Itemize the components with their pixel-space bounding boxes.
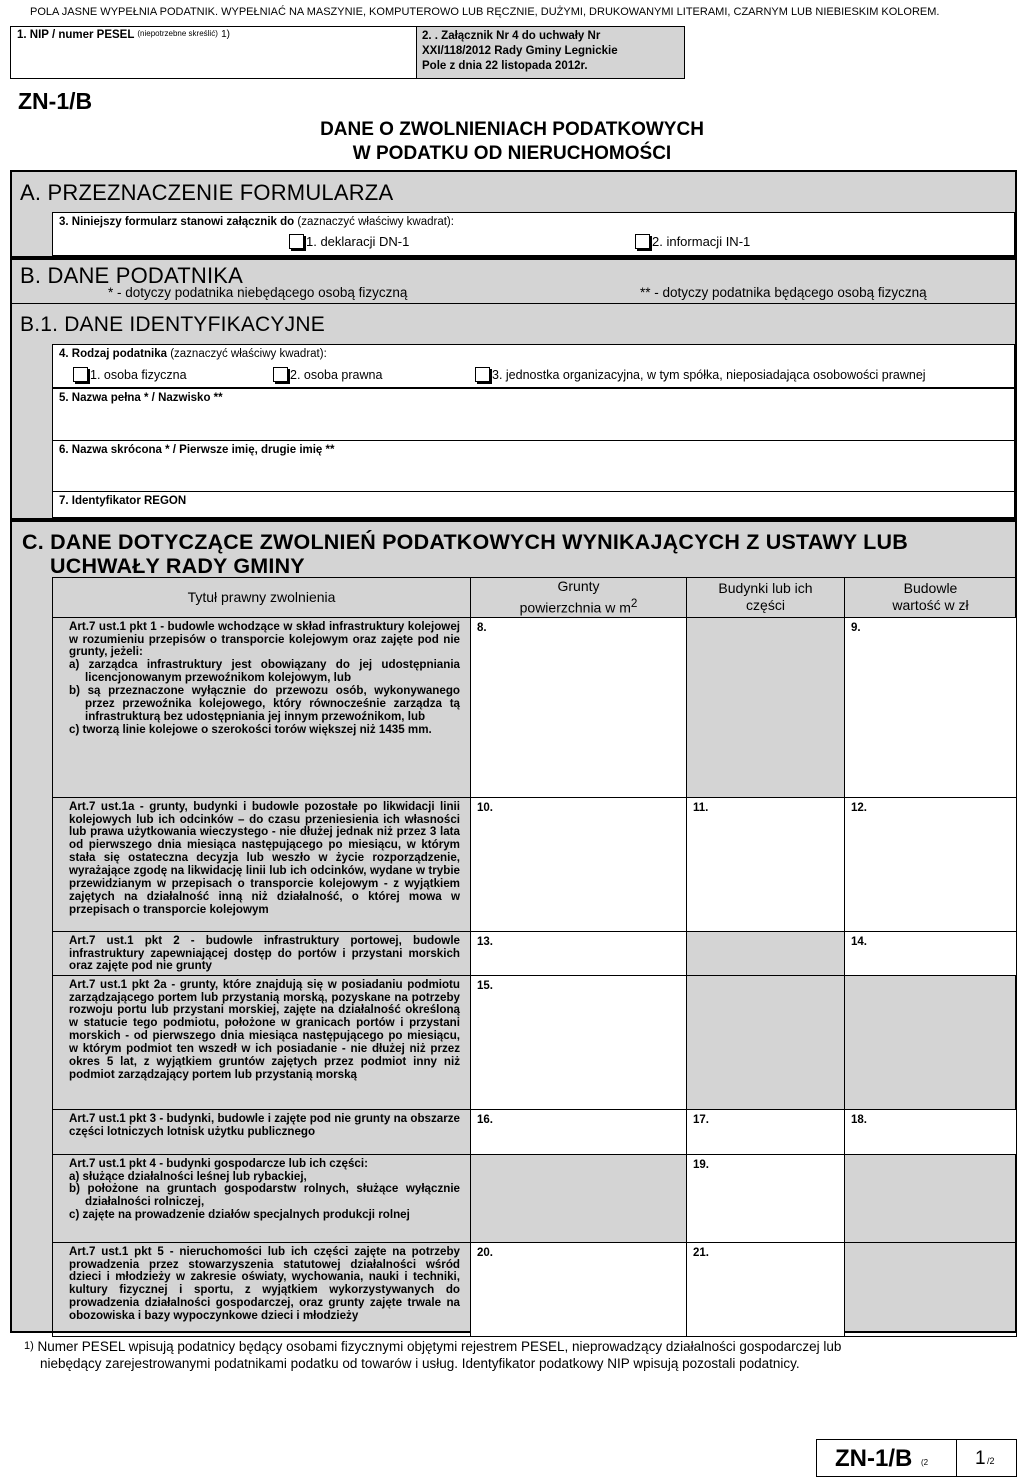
option-dn1[interactable] (289, 234, 409, 249)
field-3 (52, 212, 1015, 256)
disabled-cell-budynki (687, 931, 845, 975)
legal-title-cell (53, 1242, 471, 1336)
field-number: 8. (477, 621, 487, 634)
section-b-note-left: * - dotyczy podatnika niebędącego osobą fizyczną (108, 285, 408, 300)
input-cell-budynki[interactable] (687, 797, 845, 931)
field-number: 9. (851, 621, 861, 634)
table-row (53, 797, 1017, 931)
col-header-grunty-sup: 2 (630, 597, 638, 610)
nip-pesel-field[interactable] (10, 26, 417, 79)
field-3-note: (zaznaczyć właściwy kwadrat): (297, 216, 454, 228)
document-title-line-2: W PODATKU OD NIERUCHOMOŚCI (352, 143, 672, 164)
input-cell-budowle[interactable] (845, 797, 1017, 931)
legal-text: Art.7 ust.1 pkt 2a - grunty, które znajdują się w posiadaniu podmiotu zarządzającego portem lub przystanią morską, pozyskane na potrzeby rozwoju portu lub przystani morskiej, zajęte na działalność określoną w statucie tego podmiotu, położone w granicach portów i przystani morskich - od pierwszego dnia miesiąca następującego po miesiącu, w którym podmiot ten wszedł w ich posiadanie - nie dłużej niż przez okres 5 lat, z wyjątkiem gruntów zajętych przez podmiot inny niż podmiot zarządzający portem lub przystanią morską (69, 977, 460, 1081)
col-header-budynki-line-2: części (746, 597, 785, 614)
field-number: 15. (477, 979, 493, 992)
option-osoba-fizyczna[interactable] (73, 367, 187, 382)
option-osoba-prawna-label: 2. osoba prawna (290, 368, 383, 382)
input-cell-budowle[interactable] (845, 931, 1017, 975)
option-jednostka[interactable] (475, 367, 926, 382)
field-4 (52, 344, 1015, 388)
legal-title-cell (53, 797, 471, 931)
input-cell-budynki[interactable] (687, 1154, 845, 1242)
legal-text: Art.7 ust.1 pkt 4 - budynki gospodarcze lub ich części: (69, 1156, 368, 1170)
table-row (53, 617, 1017, 797)
footer-page-box (956, 1439, 1017, 1477)
field-number: 17. (693, 1113, 709, 1126)
col-header-budowle (845, 578, 1017, 618)
field-6-label: 6. Nazwa skrócona * / Pierwsze imię, drugie imię ** (59, 444, 335, 456)
input-cell-grunty[interactable] (471, 797, 687, 931)
checkbox-osoba-prawna[interactable] (273, 367, 288, 382)
footer-version: (2 (921, 1458, 929, 1467)
legal-text: a) służące działalności leśnej lub rybackiej, (69, 1169, 307, 1183)
section-b-heading: B. DANE PODATNIKA (20, 263, 244, 288)
section-c-heading-line-1: C. DANE DOTYCZĄCE ZWOLNIEŃ PODATKOWYCH WYNIKAJĄCYCH Z USTAWY LUB (22, 530, 908, 554)
input-cell-grunty[interactable] (471, 975, 687, 1109)
input-cell-budowle[interactable] (845, 1109, 1017, 1154)
input-cell-grunty[interactable] (471, 1242, 687, 1336)
legal-title-cell (53, 617, 471, 797)
document-title-line-1: DANE O ZWOLNIENIACH PODATKOWYCH (320, 119, 704, 140)
footer-page: 1 (975, 1448, 986, 1469)
field-number: 18. (851, 1113, 867, 1126)
legal-text: c) zajęte na prowadzenie działów specjalnych produkcji rolnej (69, 1208, 410, 1222)
field-number: 14. (851, 935, 867, 948)
footnote-ref: 1) (24, 1340, 34, 1352)
option-osoba-prawna[interactable] (273, 367, 382, 382)
input-cell-grunty[interactable] (471, 617, 687, 797)
input-cell-budynki[interactable] (687, 1109, 845, 1154)
disabled-cell-budynki (687, 617, 845, 797)
attachment-line-1: 2. . Załącznik Nr 4 do uchwały Nr (422, 30, 601, 42)
table-row (53, 931, 1017, 975)
col-header-tytul (53, 578, 471, 618)
field-number: 19. (693, 1158, 709, 1171)
col-header-budynki-line-1: Budynki lub ich (718, 580, 813, 597)
field-7-label: 7. Identyfikator REGON (59, 495, 187, 507)
legal-title-cell (53, 1154, 471, 1242)
field-4-label: 4. Rodzaj podatnika (59, 348, 167, 360)
field-3-label: 3. Niniejszy formularz stanowi załącznik do (59, 216, 295, 228)
col-header-budowle-line-2: wartość w zł (892, 597, 969, 614)
disabled-cell-budowle (845, 1154, 1017, 1242)
section-b1-heading: B.1. DANE IDENTYFIKACYJNE (20, 313, 325, 336)
table-row (53, 1242, 1017, 1336)
legal-title-cell (53, 1109, 471, 1154)
col-header-grunty-line-2: powierzchnia w m (519, 599, 631, 616)
legal-text: c) tworzą linie kolejowe o szerokości torów większej niż 1435 mm. (69, 722, 432, 736)
field-number: 16. (477, 1113, 493, 1126)
legal-text: Art.7 ust.1 pkt 1 - budowle wchodzące w skład infrastruktury kolejowej w rozumieniu przepisów o transporcie kolejowym oraz zajęte pod nie grunty, jeżeli: (69, 619, 460, 659)
col-header-tytul-text: Tytuł prawny zwolnienia (187, 588, 336, 605)
field-5-nazwa-pelna[interactable] (52, 388, 1015, 441)
field-7-regon[interactable] (52, 491, 1015, 518)
footnote-line-2: niebędący zarejestrowanymi podatnikami podatku od towarów i usług. Identyfikator podatkowy NIP wpisują pozostali podatnicy. (40, 1356, 800, 1371)
checkbox-in1[interactable] (635, 234, 650, 249)
field-number: 12. (851, 801, 867, 814)
checkbox-osoba-fizyczna[interactable] (73, 367, 88, 382)
section-a-heading: A. PRZEZNACZENIE FORMULARZA (20, 180, 394, 205)
exemptions-table (52, 577, 1017, 1337)
nip-footnote-ref: 1) (221, 29, 230, 40)
disabled-cell-budynki (687, 975, 845, 1109)
footer-form-code: ZN-1/B (835, 1445, 913, 1472)
checkbox-dn1[interactable] (289, 234, 304, 249)
table-row (53, 975, 1017, 1109)
disabled-cell-grunty (471, 1154, 687, 1242)
option-in1[interactable] (635, 234, 750, 249)
field-number: 21. (693, 1246, 709, 1259)
disabled-cell-budowle (845, 1242, 1017, 1336)
section-c-heading-line-2: UCHWAŁY RADY GMINY (50, 554, 305, 578)
footer-form-code-box (816, 1439, 957, 1477)
legal-text: Art.7 ust.1 pkt 3 - budynki, budowle i zajęte pod nie grunty na obszarze części lotniczych lotnisk użytku publicznego (69, 1111, 460, 1138)
col-header-grunty (471, 578, 687, 618)
input-cell-budowle[interactable] (845, 617, 1017, 797)
option-osoba-fizyczna-label: 1. osoba fizyczna (90, 368, 187, 382)
legal-title-cell (53, 931, 471, 975)
attachment-line-3: Pole z dnia 22 listopada 2012r. (422, 60, 588, 72)
field-6-nazwa-skrocona[interactable] (52, 440, 1015, 492)
legal-title-cell (53, 975, 471, 1109)
input-cell-grunty[interactable] (471, 1109, 687, 1154)
option-in1-label: 2. informacji IN-1 (652, 234, 751, 249)
legal-text: Art.7 ust.1 pkt 5 - nieruchomości lub ich części zajęte na potrzeby prowadzenia przez stowarzyszenia statutowej działalności wśród dzieci i młodzieży w zakresie oświaty, wychowania, nauki i techniki, kultury fizycznej i sportu, z wyjątkiem wykorzystywanych do prowadzenia działalności gospodarczej, oraz grunty zajęte trwale na obozowiska i bazy wypoczynkowe dzieci i młodzieży (69, 1244, 460, 1323)
field-number: 10. (477, 801, 493, 814)
legal-text: Art.7 ust.1 pkt 2 - budowle infrastruktury portowej, budowle infrastruktury zapewniającej dostęp do portów i przystani morskich oraz zajęte pod nie grunty (69, 933, 460, 973)
nip-pesel-label: 1. NIP / numer PESEL (17, 29, 135, 41)
field-5-label: 5. Nazwa pełna * / Nazwisko ** (59, 392, 223, 404)
checkbox-jednostka[interactable] (475, 367, 490, 382)
table-row (53, 1154, 1017, 1242)
section-a (10, 170, 1017, 258)
field-number: 11. (693, 801, 709, 814)
footnote-line-1: Numer PESEL wpisują podatnicy będący osobami fizycznymi objętymi rejestrem PESEL, nieprowadzący działalności gospodarczej lub (37, 1339, 842, 1354)
table-row (53, 1109, 1017, 1154)
disabled-cell-budowle (845, 975, 1017, 1109)
legal-text: b) położone na gruntach gospodarstw rolnych, służące wyłącznie działalności rolniczej, (69, 1182, 460, 1209)
input-cell-budynki[interactable] (687, 1242, 845, 1336)
field-4-note: (zaznaczyć właściwy kwadrat): (170, 348, 327, 360)
attachment-line-2: XXI/118/2012 Rady Gminy Legnickie (422, 45, 618, 57)
table-header-row (53, 578, 1017, 618)
attachment-note-box (416, 26, 685, 79)
field-number: 13. (477, 935, 493, 948)
footnote (24, 1338, 1014, 1372)
section-b-note-right: ** - dotyczy podatnika będącego osobą fizyczną (640, 285, 927, 300)
legal-text: b) są przeznaczone wyłącznie do przewozu osób, wykonywanego przez przewoźnika kolejowego, który równocześnie zarządza tą infrastrukturą bez udostępniania jej innym przewoźnikom, lub (69, 684, 460, 723)
top-instruction: POLA JASNE WYPEŁNIA PODATNIK. WYPEŁNIAĆ NA MASZYNIE, KOMPUTEROWO LUB RĘCZNIE, DUŻYMI, DRUKOWANYMI LITERAMI, CZARNYM LUB NIEBIESKIM KOLOREM. (30, 6, 940, 18)
nip-pesel-note: (niepotrzebne skreślić) (137, 29, 218, 38)
option-jednostka-label: 3. jednostka organizacyjna, w tym spółka, nieposiadająca osobowości prawnej (492, 368, 926, 382)
form-code: ZN-1/B (18, 88, 93, 114)
option-dn1-label: 1. deklaracji DN-1 (306, 234, 410, 249)
section-c (10, 520, 1017, 1333)
col-header-budowle-line-1: Budowle (903, 580, 958, 597)
footer-page-total: /2 (987, 1456, 995, 1466)
col-header-budynki (687, 578, 845, 618)
legal-text: a) zarządca infrastruktury jest obowiązany do jej udostępniania licencjonowanym przewoźnikom kolejowym, lub (69, 658, 460, 685)
field-number: 20. (477, 1246, 493, 1259)
section-b (10, 258, 1017, 520)
input-cell-grunty[interactable] (471, 931, 687, 975)
col-header-grunty-line-1: Grunty (557, 578, 600, 594)
legal-text: Art.7 ust.1a - grunty, budynki i budowle pozostałe po likwidacji linii kolejowych lub ich odcinków – do czasu przeniesienia ich własności lub prawa użytkowania wieczystego - nie dłużej jednak niż przez 3 lata od pierwszego dnia miesiąca następującego po miesiącu, w którym stała się ostateczna decyzja lub weszło w życie rozporządzenie, wyrażające zgodę na likwidację linii lub ich odcinków, wydane w trybie przewidzianym w przepisach o transporcie kolejowym - z wyjątkiem zajętych na działalność inną niż działalność, o której mowa w przepisach o transporcie kolejowym (69, 799, 460, 916)
